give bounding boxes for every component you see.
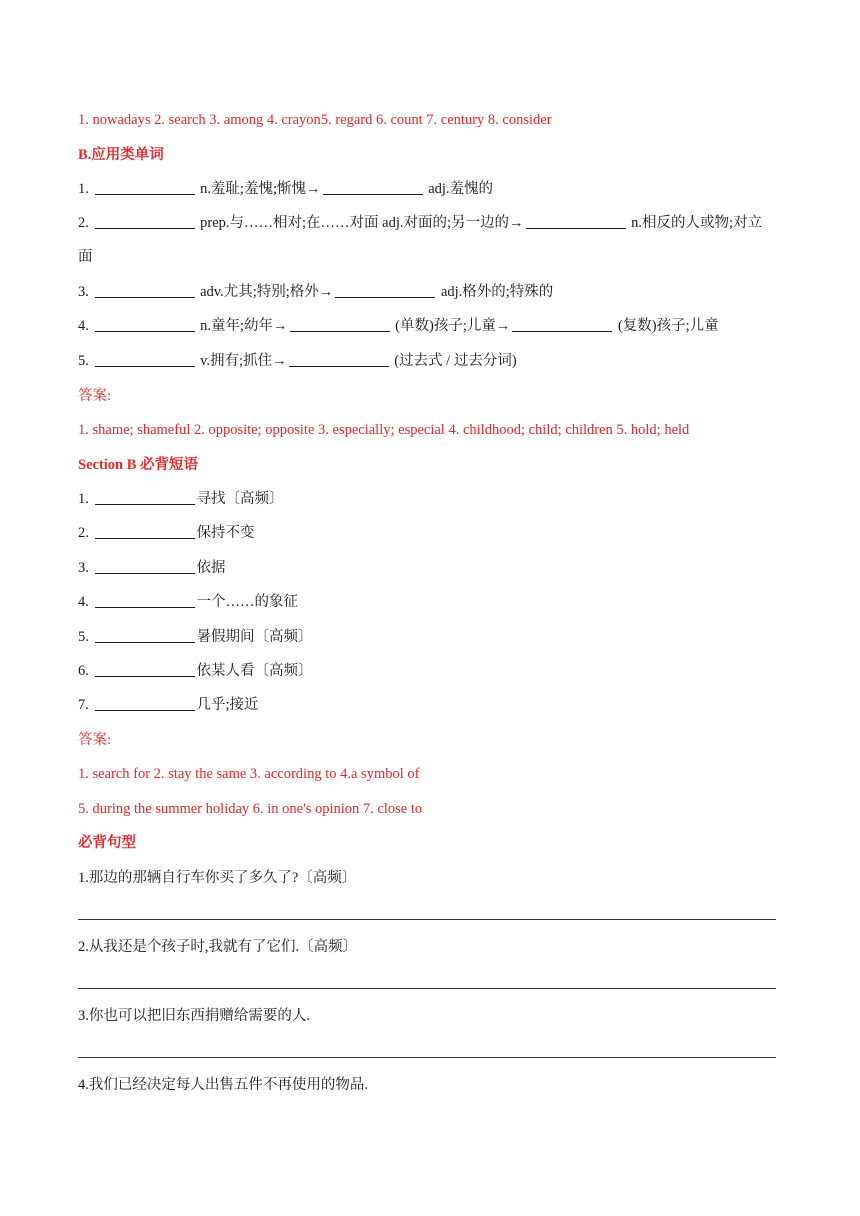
- sentence-item-1: 1.那边的那辆自行车你买了多久了?〔高频〕: [78, 870, 357, 886]
- answer-blank[interactable]: [335, 283, 435, 298]
- phrase-item-6: 6. 依某人看〔高频〕: [78, 663, 313, 679]
- answer-blank[interactable]: [290, 317, 390, 332]
- answer-blank[interactable]: [95, 283, 195, 298]
- answer-blank[interactable]: [95, 317, 195, 332]
- phrase-item-5: 5. 暑假期间〔高频〕: [78, 629, 313, 645]
- phrases-answer-label: 答案:: [78, 732, 112, 748]
- word-item-5: 5. v.拥有;抓住→ (过去式 / 过去分词): [78, 353, 517, 369]
- answer-line[interactable]: [78, 919, 776, 920]
- answer-blank[interactable]: [95, 524, 195, 539]
- phrases-answer-1: 1. search for 2. stay the same 3. according to 4.a symbol of: [78, 766, 420, 782]
- word-item-2: 2. prep.与……相对;在……对面 adj.对面的;另一边的→ n.相反的人或物;对立: [78, 215, 763, 231]
- answer-blank[interactable]: [526, 214, 626, 229]
- answer-blank[interactable]: [95, 214, 195, 229]
- word-item-1: 1. n.羞耻;羞愧;惭愧→ adj.羞愧的: [78, 181, 494, 197]
- word-item-3: 3. adv.尤其;特别;格外→ adj.格外的;特殊的: [78, 284, 554, 300]
- phrase-item-4: 4. 一个……的象征: [78, 594, 298, 610]
- section-b-words-heading: B.应用类单词: [78, 147, 164, 163]
- answers-a: 1. nowadays 2. search 3. among 4. crayon5. regard 6. count 7. century 8. consider: [78, 112, 552, 128]
- phrase-item-1: 1. 寻找〔高频〕: [78, 491, 284, 507]
- phrase-item-2: 2. 保持不变: [78, 525, 255, 541]
- phrases-answer-2: 5. during the summer holiday 6. in one's opinion 7. close to: [78, 801, 423, 817]
- sentences-heading: 必背句型: [78, 835, 136, 851]
- answer-blank[interactable]: [323, 180, 423, 195]
- answer-blank[interactable]: [95, 559, 195, 574]
- answer-line[interactable]: [78, 1057, 776, 1058]
- answer-blank[interactable]: [95, 180, 195, 195]
- answer-blank[interactable]: [95, 490, 195, 505]
- words-answer-label: 答案:: [78, 388, 112, 404]
- word-item-2-continuation: 面: [78, 249, 93, 265]
- answer-line[interactable]: [78, 988, 776, 989]
- phrases-heading: Section B 必背短语: [78, 457, 199, 473]
- sentence-item-4: 4.我们已经决定每人出售五件不再使用的物品.: [78, 1077, 368, 1093]
- phrase-item-7: 7. 几乎;接近: [78, 697, 259, 713]
- answer-blank[interactable]: [95, 696, 195, 711]
- word-item-4: 4. n.童年;幼年→ (单数)孩子;儿童→ (复数)孩子;儿童: [78, 318, 719, 334]
- words-answer: 1. shame; shameful 2. opposite; opposite 3. especially; especial 4. childhood; child; children 5. hold; held: [78, 422, 690, 438]
- answer-blank[interactable]: [95, 593, 195, 608]
- answer-blank[interactable]: [95, 352, 195, 367]
- sentence-item-3: 3.你也可以把旧东西捐赠给需要的人.: [78, 1008, 310, 1024]
- phrase-item-3: 3. 依据: [78, 560, 226, 576]
- answer-blank[interactable]: [512, 317, 612, 332]
- sentence-item-2: 2.从我还是个孩子时,我就有了它们.〔高频〕: [78, 939, 358, 955]
- answer-blank[interactable]: [289, 352, 389, 367]
- answer-blank[interactable]: [95, 628, 195, 643]
- answer-blank[interactable]: [95, 662, 195, 677]
